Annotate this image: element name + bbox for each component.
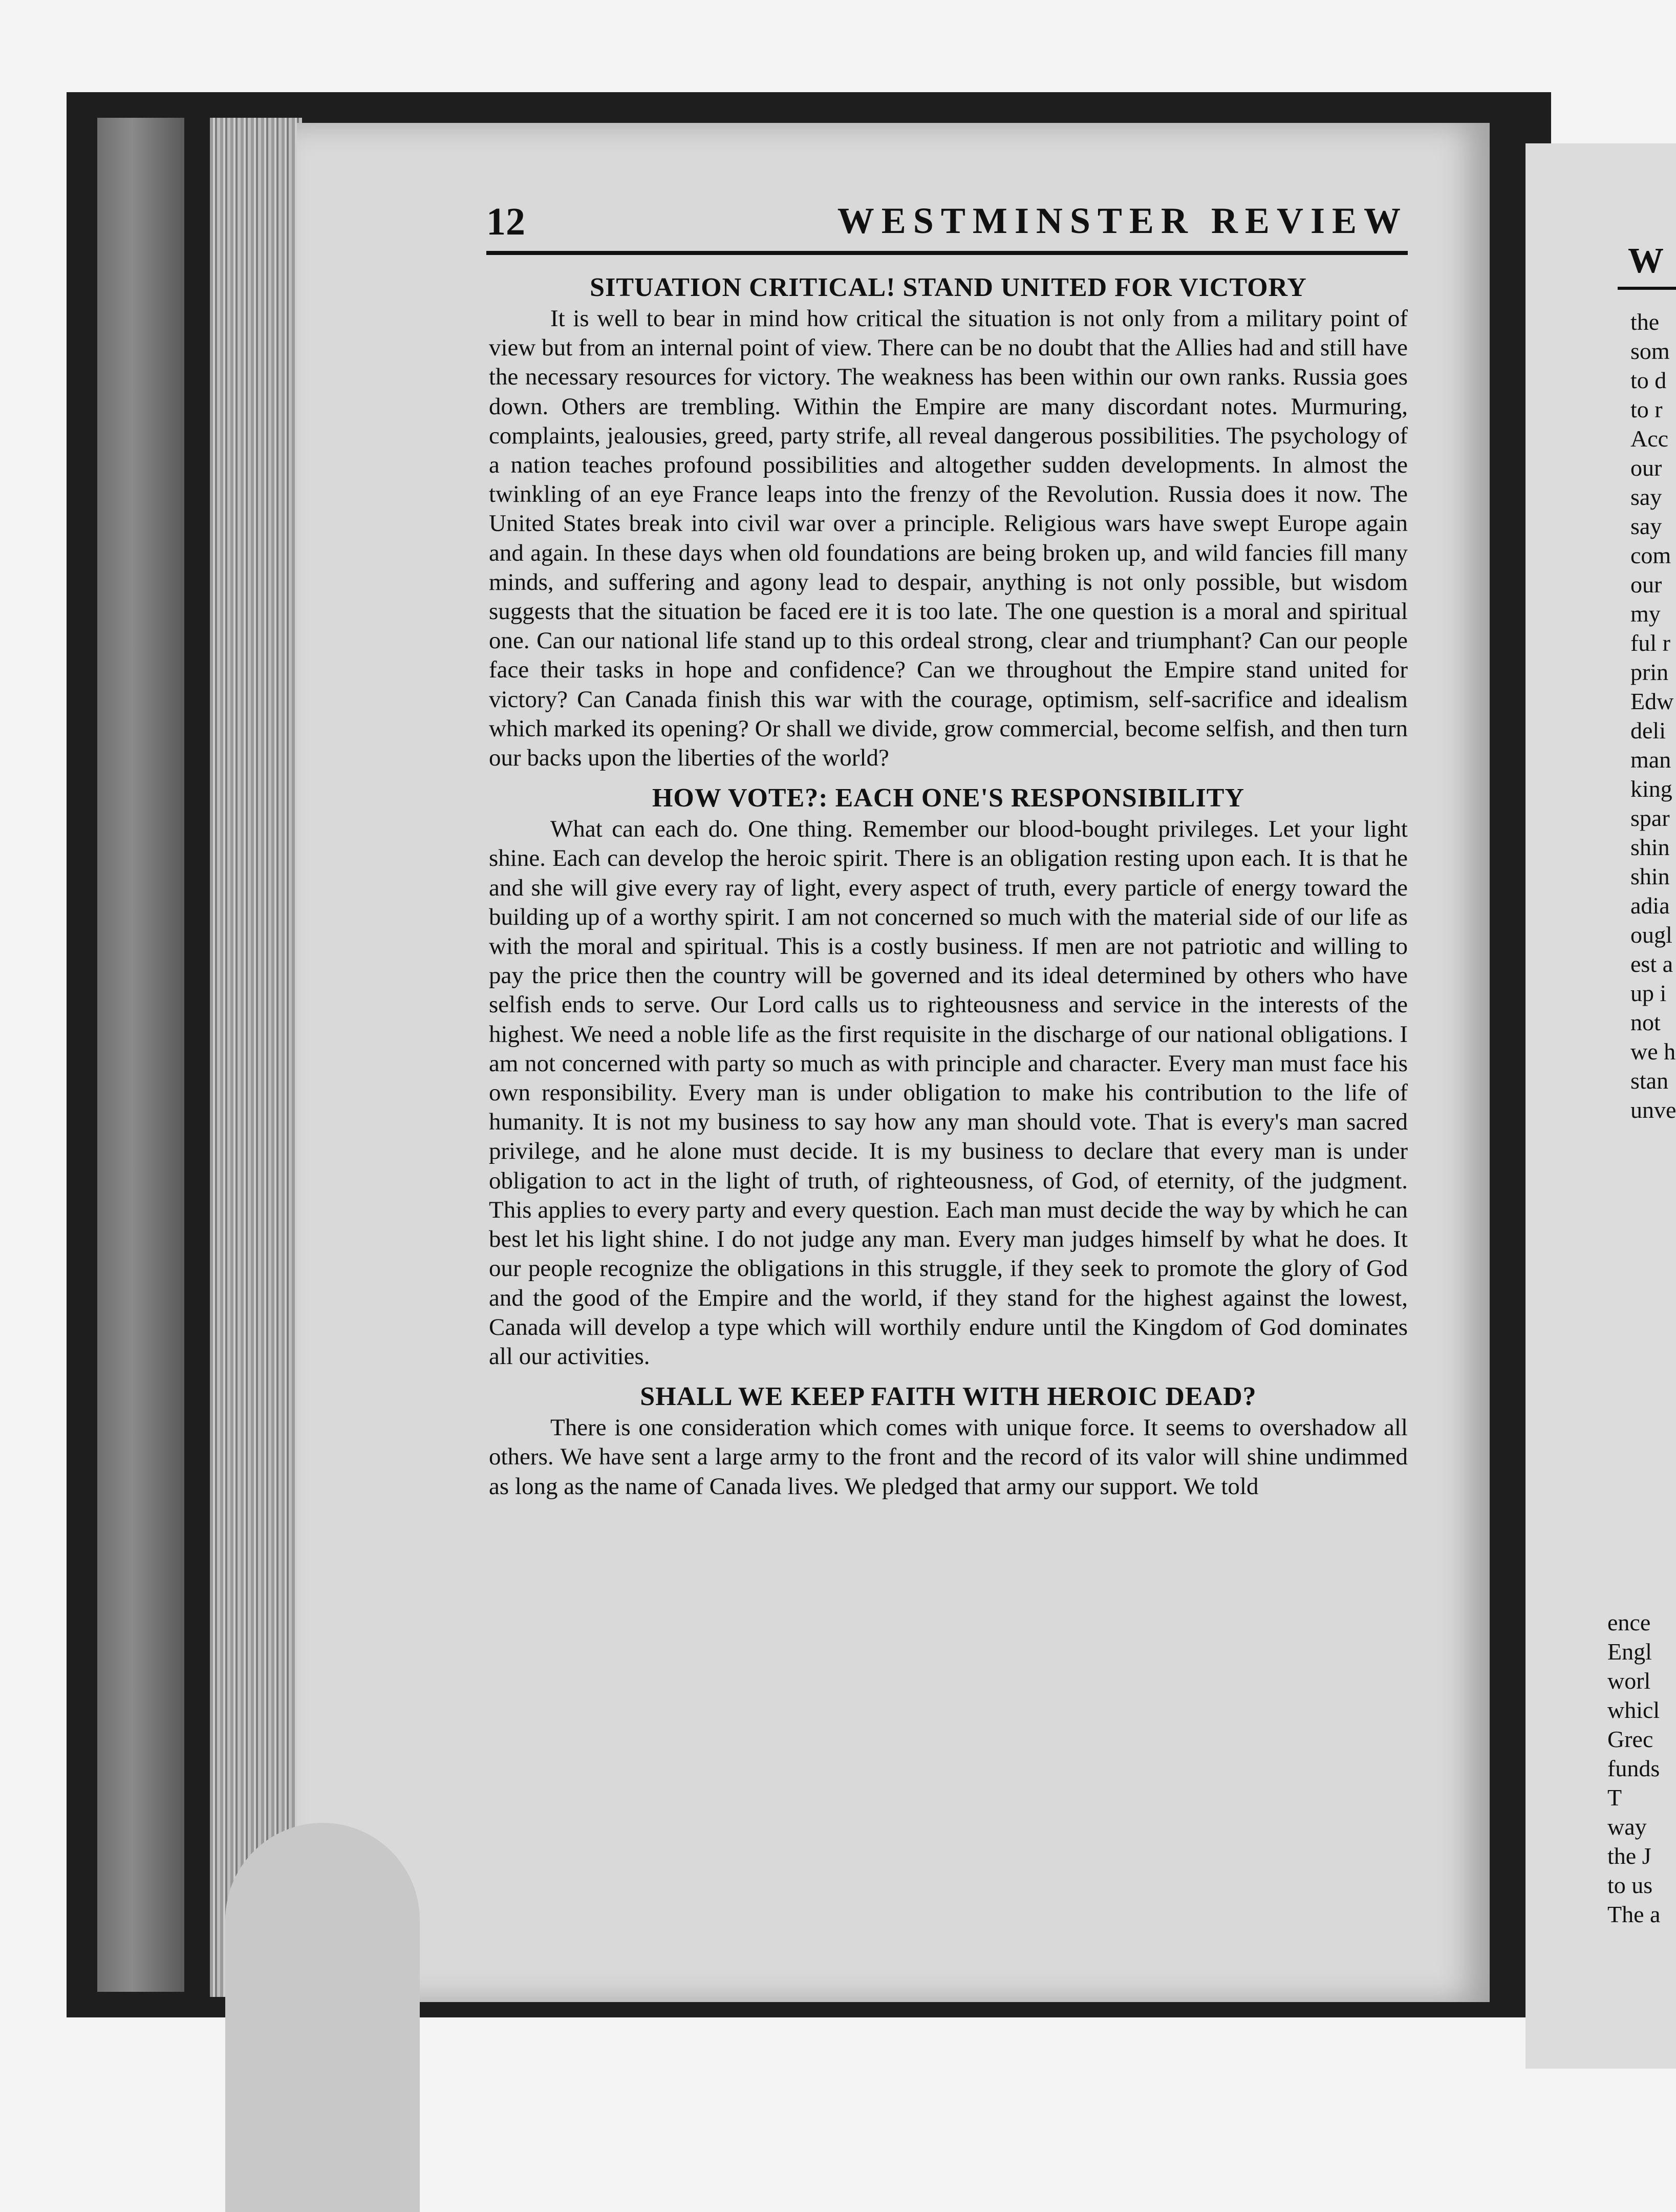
facing-line-fragment: say [1630,484,1662,510]
article-body [489,271,1408,1501]
facing-line-fragment: funds [1607,1755,1660,1781]
facing-line-fragment: shin [1630,863,1670,889]
section-heading: SHALL WE KEEP FAITH WITH HEROIC DEAD? [640,1382,1257,1412]
facing-line-fragment: ful r [1630,630,1670,656]
section-paragraph: It is well to bear in mind how critical the situation is not only from a military point of view but from an internal point of view. There can be no doubt that the Allies had and still have the necessary resources for victory. The weakness has been within our own ranks. Russia goes down. Others are trembling. Within the Empire are many discordant notes. Murmuring, complaints, jealousies, greed, party strife, all reveal dangerous possibilities. The psychology of a nation teaches profound possibilities and altogether sudden developments. In almost the twinkling of an eye France leaps into the frenzy of the Revolution. Russia does it now. The United States break into civil war over a principle. Religious wars have swept Europe again and again. In these days when old foundations are being broken up, and wild fancies fill many minds, and suffering and agony lead to despair, anything is not only possible, but wisdom suggests that the situation be faced ere it is too late. The one question is a moral and spiritual one. Can our national life stand up to this ordeal strong, clear and triumphant? Can our people face their tasks in hope and confidence? Can we throughout the Empire stand united for victory? Can Canada finish this war with the courage, optimism, self-sacrifice and idealism which marked its opening? Or shall we divide, grow commercial, become selfish, and then turn our backs upon the liberties of the world? [489,305,1408,772]
facing-line-fragment: adia [1630,892,1670,919]
page-edges [210,118,302,1997]
facing-line-fragment: Engl [1607,1639,1652,1665]
cover-lining [97,118,184,1992]
facing-line-fragment: som [1630,338,1670,364]
page-header [486,200,1408,255]
facing-header-rule [1618,287,1676,290]
facing-line-fragment: up i [1630,980,1667,1006]
facing-line-fragment: say [1630,513,1662,539]
facing-line-fragment: est a [1630,951,1673,977]
facing-line-fragment: not [1630,1009,1661,1035]
facing-line-fragment: unve [1630,1097,1676,1123]
section-paragraph: What can each do. One thing. Remember our blood-bought privileges. Let your light shine. Each can develop the heroic spirit. There is an obligation resting upon each. It is that he and she will give every ray of light, every aspect of truth, every particle of energy toward the building up of a worthy spirit. I am not concerned so much with the material side of our life as with the moral and spiritual. This is a costly business. If men are not patriotic and willing to pay the price then the country will be governed and its ideal determined by others who have selfish ends to serve. Our Lord calls us to righteousness and service in the interests of the highest. We need a noble life as the first requisite in the discharge of our national obligations. I am not concerned with party so much as with principle and character. Every man must face his own responsibility. Every man is under obligation to make his contribution to the life of humanity. It is not my business to say how any man should vote. That is every's man sacred privilege, and he alone must decide. It is my business to declare that every man is under obligation to act in the light of truth, of righteousness, of God, of eternity, of the judgment. This applies to every party and every question. Each man must decide the way by which he can best let his light shine. I do not judge any man. Every man judges himself by what he does. It our people recognize the obligations in this struggle, if they seek to promote the glory of God and the good of the Empire and the world, if they stand for the highest against the lowest, Canada will develop a type which will worthily endure until the Kingdom of God dominates all our activities. [489,816,1408,1370]
facing-line-fragment: whicl [1607,1697,1660,1723]
facing-line-fragment: to us [1607,1872,1653,1898]
facing-line-fragment: the [1630,309,1660,335]
facing-line-fragment: Acc [1630,426,1669,452]
facing-line-fragment: Grec [1607,1726,1653,1752]
facing-line-fragment: stan [1630,1068,1669,1094]
facing-line-fragment: T [1607,1784,1622,1811]
facing-line-fragment: spar [1630,805,1670,831]
facing-page-lower-text [1607,1608,1676,1929]
section-heading: HOW VOTE?: EACH ONE'S RESPONSIBILITY [652,783,1245,813]
facing-line-fragment: our [1630,571,1662,598]
facing-line-fragment: worl [1607,1668,1651,1694]
facing-line-fragment: prin [1630,659,1669,685]
facing-line-fragment: The a [1607,1901,1661,1927]
facing-line-fragment: to d [1630,367,1667,393]
facing-line-fragment: our [1630,455,1662,481]
facing-line-fragment: my [1630,601,1661,627]
facing-line-fragment: deli [1630,717,1666,743]
facing-page-upper-text [1630,307,1676,1124]
facing-line-fragment: shin [1630,834,1670,860]
facing-line-fragment: king [1630,776,1672,802]
section-paragraph: There is one consideration which comes with unique force. It seems to overshadow all others. We have sent a large army to the front and the record of its valor will shine undimmed as long as the name of Canada lives. We pledged that army our support. We told [489,1414,1408,1500]
facing-line-fragment: the J [1607,1843,1651,1869]
facing-line-fragment: com [1630,542,1671,568]
thumb [225,1823,420,2212]
facing-running-head: W [1628,241,1664,281]
section-heading: SITUATION CRITICAL! STAND UNITED FOR VICTORY [590,273,1307,302]
running-head: WESTMINSTER REVIEW [837,200,1408,241]
facing-line-fragment: ougl [1630,922,1672,948]
page-number: 12 [486,200,525,243]
facing-line-fragment: to r [1630,396,1663,422]
facing-line-fragment: we h [1630,1038,1676,1065]
facing-line-fragment: way [1607,1814,1647,1840]
facing-line-fragment: Edw [1630,688,1674,714]
facing-line-fragment: ence [1607,1609,1651,1635]
facing-line-fragment: man [1630,747,1671,773]
